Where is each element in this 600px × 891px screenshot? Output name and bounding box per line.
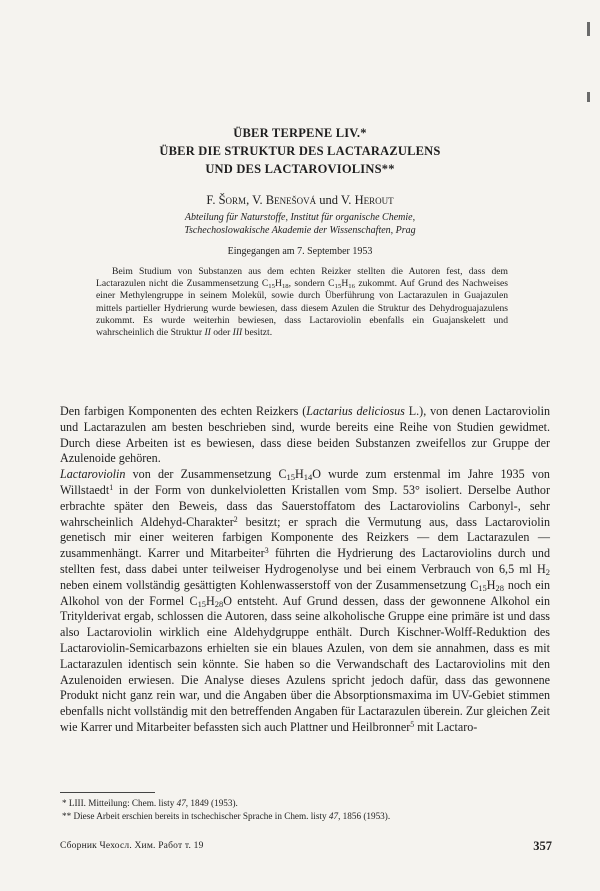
article-title-line-2: ÜBER DIE STRUKTUR DES LACTARAZULENS xyxy=(159,144,441,158)
abstract-text: Beim Studium von Substanzen aus dem echten Reizker stellten die Autoren fest, dass dem Lactarazulen nicht die Zusammensetzung $C_{15}H_{18}$, sondern $C_{15}H_{16}$ zukommt. Auf Grund des Nachweises einer Methylengruppe in seinem Molekül, sowie durch Überführung von Lactarazulen in Guajazulen mittels partieller Hydrierung wurde bewiesen, dass diesem Azulen die Struktur des Dehydroguajazulens zukommt. Es wurde weiterhin bewiesen, dass Lactaroviolin ebenfalls ein Guajanskelett und wahrscheinlich die Struktur II oder III besitzt. xyxy=(96,266,509,339)
article-title-line-3: UND DES LACTAROVIOLINS** xyxy=(205,162,395,176)
author-list: F. Šorm, V. Benešová und V. Herout xyxy=(206,193,394,207)
journal-footer: Сборник Чехосл. Хим. Работ т. 19 xyxy=(60,841,204,851)
footnote-2: ** Diese Arbeit erschien bereits in tschechischer Sprache in Chem. listy 47, 1856 (1953). xyxy=(62,811,391,821)
footnote-1: * LIII. Mitteilung: Chem. listy 47, 1849 (1953). xyxy=(62,798,238,808)
main-body xyxy=(60,404,550,736)
affiliation-line-2: Tschechoslowakische Akademie der Wissenschaften, Prag xyxy=(184,225,416,236)
scan-edge-mark xyxy=(587,92,590,102)
article-title-line-1: ÜBER TERPENE LIV.* xyxy=(233,126,367,140)
footnote-rule xyxy=(60,792,155,793)
page-number: 357 xyxy=(533,839,552,853)
body-paragraph-2: Lactaroviolin von der Zusammensetzung $C_{15}H_{14}O$ wurde zum erstenmal im Jahre 1935 von Willstaedt$^1$ in der Form von dunkelvioletten Kristallen vom Smp. 53° isoliert. Derselbe Author erbrachte später den Beweis, dass das Sauerstoffatom des Lactaroviolins Carbonyl-, sehr wahrscheinlich Aldehyd-Charakter$^2$ besitzt; er sprach die Vermutung aus, dass Lactaroviolin genetisch mir einer weiteren farbigen Komponente des Reizkers — dem Lactarazulen — zusammenhängt. Karrer und Mitarbeiter$^3$ führten die Hydrierung des Lactaroviolins durch und stellten fest, dass dabei unter teilweiser Hydrogenolyse und bei einem Verbrauch von 6,5 ml $H_2$ neben einem vollständig gesättigten Kohlenwasserstoff von der Zusammensetzung $C_{15}H_{28}$ noch ein Alkohol von der Formel $C_{15}H_{28}O$ entsteht. Auf Grund dessen, dass der gewonnene Alkohol ein Tritylderivat ergab, schlossen die Autoren, dass seine alkoholische Gruppe eine primäre ist und dass also Lactaroviolin wirklich eine Aldehydgruppe enthält. Durch Kischner-Wolff-Reduktion des Lactaroviolin-Semicarbazons erhielten sie ein blaues Azulen, von dem sie annahmen, dass es mit Lactarazulen identisch sein könnte. Sie haben so die Verwandschaft des Lactaroviolins mit den Azulenoiden erwiesen. Die Analyse dieses Azulens spricht jedoch dafür, dass das gewonnene Produkt nicht ganz rein war, und die Angaben über die Absorptionsmaxima im UV-Gebiet stimmen ebenfalls nicht vollständig mit den betreffenden Angaben für Lactarazulen überein. Zur gleichen Zeit wie Karrer und Mitarbeiter befassten sich auch Plattner und Heilbronner$^5$ mit Lactaro- xyxy=(60,467,550,734)
abstract xyxy=(96,266,508,339)
received-date: Eingegangen am 7. September 1953 xyxy=(227,246,373,257)
scan-edge-mark xyxy=(587,22,590,36)
body-paragraph-1: Den farbigen Komponenten des echten Reizkers (Lactarius deliciosus L.), von denen Lactaroviolin und Lactarazulen am besten beschrieben sind, wurde bereits eine Reihe von Studien gewidmet. Durch diese Arbeiten ist es bewiesen, dass diese beiden Substanzen zweifellos zur Gruppe der Azulenoide gehören. xyxy=(60,404,551,466)
affiliation-line-1: Abteilung für Naturstoffe, Institut für organische Chemie, xyxy=(184,212,416,223)
